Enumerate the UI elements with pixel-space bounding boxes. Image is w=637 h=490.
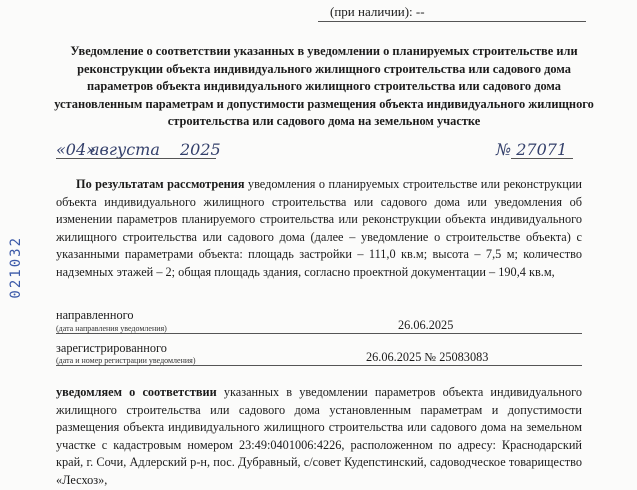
registered-underline xyxy=(56,365,582,366)
issue-day: «04» xyxy=(56,140,96,159)
sent-underline xyxy=(56,333,582,334)
registered-label: зарегистрированного xyxy=(56,341,167,355)
owner-field-continuation: (при наличии): -- xyxy=(330,4,425,19)
sent-date: 26.06.2025 xyxy=(398,318,454,332)
document-title: Уведомление о соответствии указанных в уведомлении о планируемых строительстве или реконструкции объекта индивидуального жилищного строительства или садового дома параметров объекта индивидуального жилищного строительства или садового дома установленным параметрам и допустимости размещения объекта индивидуального жилищного строительства или садового дома на земельном участке xyxy=(54,44,594,129)
notice-text: указанных в уведомлении параметров объекта индивидуального жилищного строительства или садового дома установленным параметрам и допустимости размещения объекта индивидуального жилищного строительства или садового дома на земельном участке с кадастровым номером 23:49:0401006:4226, расположенном по адресу: Краснодарский край, г. Сочи, Адлерский р-н, пос. Дубравный, с/совет Кудепстинский, садоводческое товарищество «Лесхоз», xyxy=(56,385,582,487)
issue-date-row xyxy=(56,140,576,164)
issue-month: августа xyxy=(90,140,160,159)
side-stamp-number: 021032 xyxy=(8,236,24,299)
intro-paragraph xyxy=(56,176,582,282)
date-underline xyxy=(56,158,216,159)
top-field-underline xyxy=(318,21,586,22)
number-underline xyxy=(511,158,573,159)
notice-lead: уведомляем о соответствии xyxy=(56,385,217,399)
sent-caption: (дата направления уведомления) xyxy=(56,324,167,333)
notice-paragraph xyxy=(56,384,582,490)
intro-lead: По результатам рассмотрения xyxy=(76,177,245,191)
intro-text: уведомления о планируемых строительстве или реконструкции объекта индивидуального жилищного строительства или садового дома или уведомления об изменении параметров планируемого строительства или реконструкции объекта индивидуального жилищного строительства или садового дома (далее – уведомление о строительстве объекта) с указанными параметрами объекта: площадь застройки – 111,0 кв.м; высота – 7,5 м; количество надземных этажей – 2; общая площадь здания, согласно проектной документации – 190,4 кв.м, xyxy=(56,177,582,279)
sent-label: направленного xyxy=(56,308,134,322)
issue-number: № 27071 xyxy=(496,140,568,159)
registration-value: 26.06.2025 № 25083083 xyxy=(366,350,489,364)
registered-caption: (дата и номер регистрации уведомления) xyxy=(56,356,196,365)
issue-year: 2025 xyxy=(180,140,221,159)
